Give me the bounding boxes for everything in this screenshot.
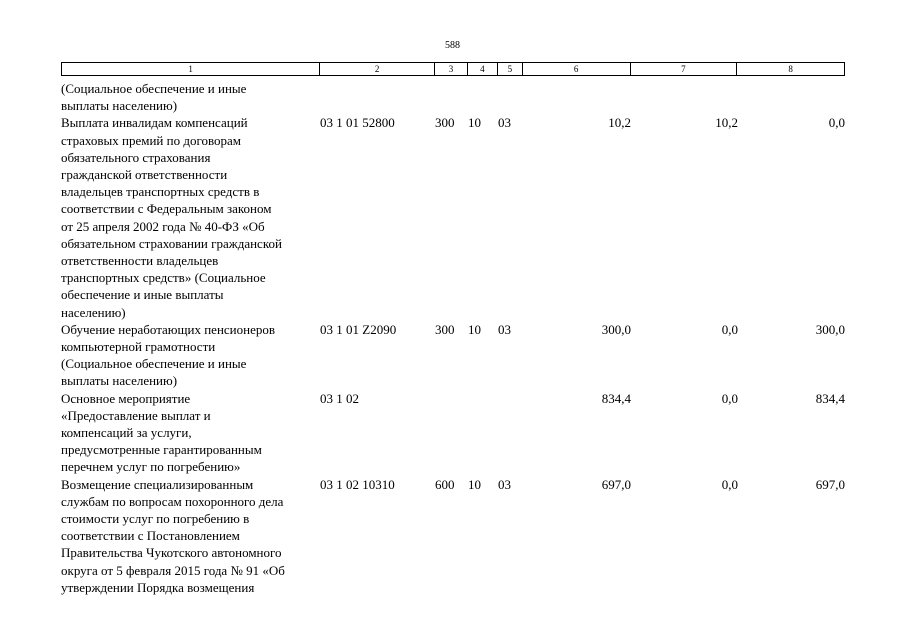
row-col8 — [738, 80, 845, 114]
row-col3: 300 — [435, 115, 455, 131]
table-row — [61, 321, 845, 390]
row-col5: 03 — [498, 115, 511, 131]
row-col7: 0,0 — [721, 321, 738, 337]
row-col6 — [523, 80, 631, 114]
column-header-8: 8 — [788, 64, 793, 74]
row-col3: 300 — [435, 321, 455, 337]
table-row — [61, 390, 845, 476]
column-header-5: 5 — [498, 63, 523, 75]
row-col6: 300,0 — [601, 321, 631, 337]
row-col5: 03 — [498, 476, 511, 492]
row-col8: 300,0 — [815, 321, 845, 337]
row-col4 — [468, 390, 498, 476]
row-col4: 10 — [468, 321, 481, 337]
row-name: (Социальное обеспечение и иные выплаты населению) — [61, 81, 247, 114]
row-col7 — [631, 80, 738, 114]
row-code — [320, 80, 435, 114]
row-col3 — [435, 390, 468, 476]
row-name: Обучение неработающих пенсионеров компьютерной грамотности (Социальное обеспечение и иные выплаты населению) — [61, 321, 276, 389]
row-col5 — [498, 390, 523, 476]
row-code: 03 1 01 52800 — [320, 115, 395, 131]
row-col5 — [498, 80, 523, 114]
row-col8: 697,0 — [815, 476, 845, 492]
column-header-4: 4 — [468, 63, 498, 75]
row-col8: 0,0 — [828, 115, 845, 131]
row-col3: 600 — [435, 476, 455, 492]
row-col7: 0,0 — [721, 390, 738, 406]
row-code: 03 1 02 — [320, 390, 359, 406]
table-row — [61, 80, 845, 114]
row-code: 03 1 02 10310 — [320, 476, 395, 492]
row-col8: 834,4 — [815, 390, 845, 406]
row-name: Основное мероприятие «Предоставление выплат и компенсаций за услуги, предусмотренные гарантированным перечнем услуг по погребению» — [61, 390, 262, 475]
row-col7: 0,0 — [721, 476, 738, 492]
table-body — [61, 80, 845, 596]
row-col6: 10,2 — [608, 115, 631, 131]
row-col6: 834,4 — [601, 390, 631, 406]
row-col3 — [435, 80, 468, 114]
column-header-7: 7 — [631, 63, 738, 75]
column-header-3: 3 — [435, 63, 468, 75]
table-header — [61, 62, 845, 76]
row-col7: 10,2 — [715, 115, 738, 131]
row-code: 03 1 01 Z2090 — [320, 321, 397, 337]
row-col4: 10 — [468, 115, 481, 131]
row-name: Возмещение специализированным службам по вопросам похоронного дела стоимости услуг по погребению в соответствии с Постановлением Правительства Чукотского автономного округа от 5 февраля 2015 года № 91 «Об утверждении Порядка возмещения — [61, 476, 285, 595]
column-header-2: 2 — [320, 63, 435, 75]
row-col6: 697,0 — [601, 476, 631, 492]
row-name: Выплата инвалидам компенсаций страховых премий по договорам обязательного страхования гражданской ответственности владельцев транспортных средств в соответствии с Федеральным законом от 25 апреля 2002 года № 40-ФЗ «Об обязательном страховании гражданской ответственности владельцев транспортных средств» (Социальное обеспечение и иные выплаты населению) — [61, 115, 282, 320]
column-header-6: 6 — [523, 63, 631, 75]
column-header-1: 1 — [62, 63, 320, 75]
row-col4 — [468, 80, 498, 114]
row-col5: 03 — [498, 321, 511, 337]
table-row — [61, 476, 845, 596]
page-number: 588 — [445, 40, 460, 51]
table-row — [61, 114, 845, 320]
row-col4: 10 — [468, 476, 481, 492]
